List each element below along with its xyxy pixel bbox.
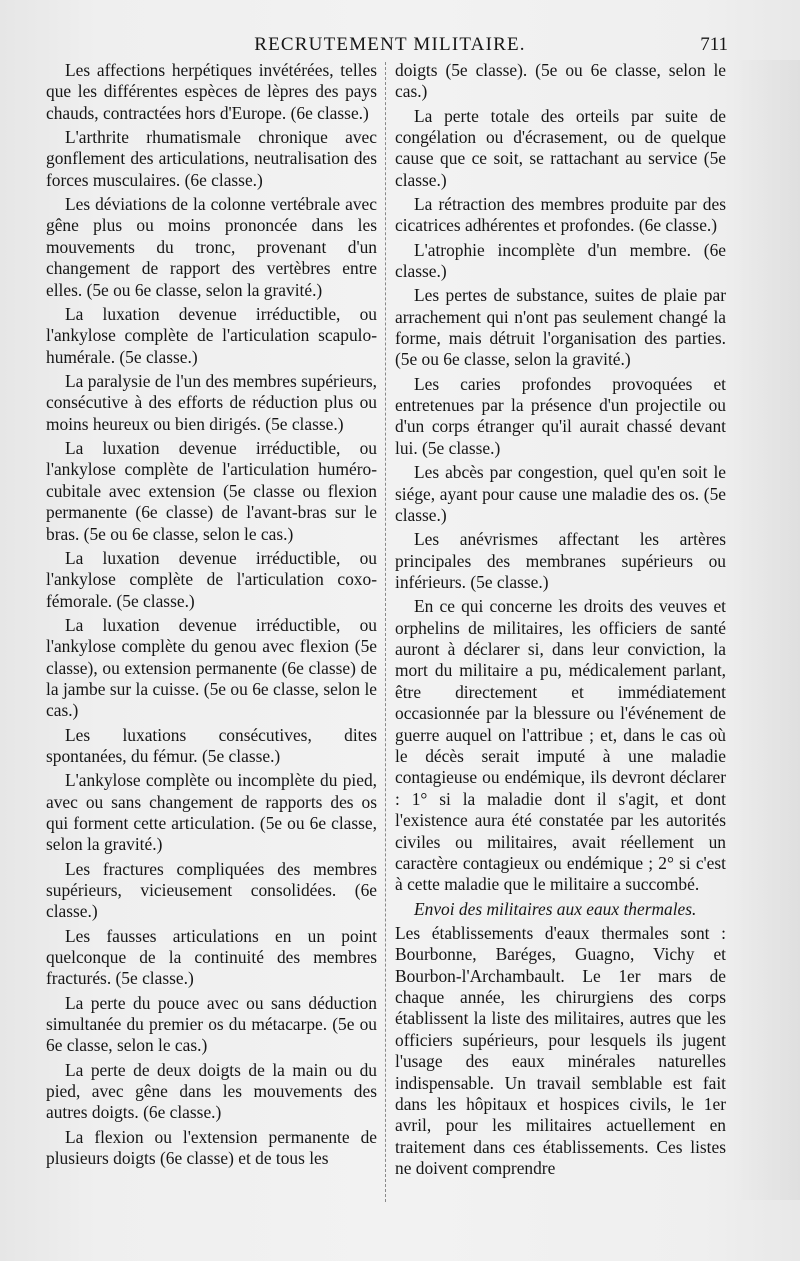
column-divider xyxy=(385,62,386,1202)
paragraph: La luxation devenue irréductible, ou l'ankylose complète de l'articulation scapulo-humérale. (5e classe.) xyxy=(46,303,377,367)
paragraph: La perte de deux doigts de la main ou du pied, avec gêne dans les mouvements des autres doigts. (6e classe.) xyxy=(46,1059,377,1123)
paragraph: L'atrophie incomplète d'un membre. (6e classe.) xyxy=(395,239,726,282)
paragraph: La perte totale des orteils par suite de congélation ou d'écrasement, ou de quelque cause que ce soit, se rattachant au service (5e classe.) xyxy=(395,105,726,190)
page-number: 711 xyxy=(700,34,728,55)
paragraph: Les affections herpétiques invétérées, telles que les différentes espèces de lèpres des pays chauds, contractées hors d'Europe. (6e classe.) xyxy=(46,60,377,123)
paragraph: En ce qui concerne les droits des veuves et orphelins de militaires, les officiers de santé auront à déclarer si, dans leur conviction, la mort du militaire a pu, médicalement parlant, être directement et immédiatement occasionnée par la blessure ou l'événement de guerre auquel on l'attribue ; et, dans le cas où le décès serait imputé à une maladie contagieuse ou endémique, ils devront déclarer : 1° si la maladie dont il s'agit, et dont l'existence aura été constatée par les autorités civiles ou militaires, avait réellement un caractère contagieux ou endémique ; 2° si c'est à cette maladie que le militaire a succombé. xyxy=(395,596,726,895)
paragraph: La luxation devenue irréductible, ou l'ankylose complète de l'articulation coxo-fémorale. (5e classe.) xyxy=(46,547,377,611)
paragraph: La paralysie de l'un des membres supérieurs, consécutive à des efforts de réduction plus ou moins heureux ou bien dirigés. (5e classe.) xyxy=(46,370,377,434)
paragraph: La perte du pouce avec ou sans déduction simultanée du premier os du métacarpe. (5e ou 6e classe, selon le cas.) xyxy=(46,992,377,1056)
paragraph: Les pertes de substance, suites de plaie par arrachement qui n'ont pas seulement changé la forme, mais détruit l'organisation des parties. (5e ou 6e classe, selon la gravité.) xyxy=(395,285,726,370)
paragraph: Les déviations de la colonne vertébrale avec gêne plus ou moins prononcée dans les mouvements du tronc, provenant d'un changement de rapport des vertèbres entre elles. (5e ou 6e classe, selon la gravité.) xyxy=(46,194,377,300)
paragraph: Les caries profondes provoquées et entretenues par la présence d'un projectile ou d'un corps étranger qu'il aurait chassé devant lui. (5e classe.) xyxy=(395,373,726,458)
page-edge-shadow xyxy=(730,60,800,1200)
paragraph: La luxation devenue irréductible, ou l'ankylose complète du genou avec flexion (5e classe), ou extension permanente (6e classe) de la jambe sur la cuisse. (5e ou 6e classe, selon le cas.) xyxy=(46,614,377,721)
running-header xyxy=(40,31,740,57)
paragraph: L'ankylose complète ou incomplète du pied, avec ou sans changement de rapports des os qui forment cette articulation. (5e ou 6e classe, selon la gravité.) xyxy=(46,770,377,855)
running-title: RECRUTEMENT MILITAIRE. xyxy=(254,34,526,55)
right-column xyxy=(395,60,726,1182)
paragraph: Les luxations consécutives, dites spontanées, du fémur. (5e classe.) xyxy=(46,724,377,766)
paragraph: Les anévrismes affectant les artères principales des membranes supérieurs ou inférieurs. (5e classe.) xyxy=(395,529,726,592)
left-column xyxy=(46,60,377,1172)
paragraph: L'arthrite rhumatismale chronique avec gonflement des articulations, neutralisation des forces musculaires. (6e classe.) xyxy=(46,127,377,190)
paragraph: La flexion ou l'extension permanente de plusieurs doigts (6e classe) et de tous les xyxy=(46,1126,377,1169)
paragraph: La luxation devenue irréductible, ou l'ankylose complète de l'articulation huméro-cubitale avec extension (5e classe ou flexion permanente (6e classe) de l'avant-bras sur le bras. (5e ou 6e classe, selon le cas.) xyxy=(46,437,377,544)
paragraph: Les fractures compliquées des membres supérieurs, vicieusement consolidées. (6e classe.) xyxy=(46,858,377,922)
paragraph: La rétraction des membres produite par des cicatrices adhérentes et profondes. (6e classe.) xyxy=(395,194,726,236)
paragraph: Les fausses articulations en un point quelconque de la continuité des membres fracturés. (5e classe.) xyxy=(46,925,377,989)
paragraph: Les établissements d'eaux thermales sont : Bourbonne, Baréges, Guagno, Vichy et Bourbon-l'Archambault. Le 1er mars de chaque année, les chirurgiens des corps établissent la liste des militaires, autres que les officiers supérieurs, pour lesquels ils jugent l'usage des eaux minérales naturelles indispensable. Un travail semblable est fait dans les hôpitaux et hospices civils, le 1er avril, pour les militaires actuellement en traitement dans ces établissements. Ces listes ne doivent comprendre xyxy=(395,922,726,1179)
continued-paragraph: doigts (5e classe). (5e ou 6e classe, selon le cas.) xyxy=(395,60,726,102)
paragraph: Les abcès par congestion, quel qu'en soit le siége, ayant pour cause une maladie des os. (5e classe.) xyxy=(395,462,726,525)
section-subheading: Envoi des militaires aux eaux thermales. xyxy=(414,898,697,919)
